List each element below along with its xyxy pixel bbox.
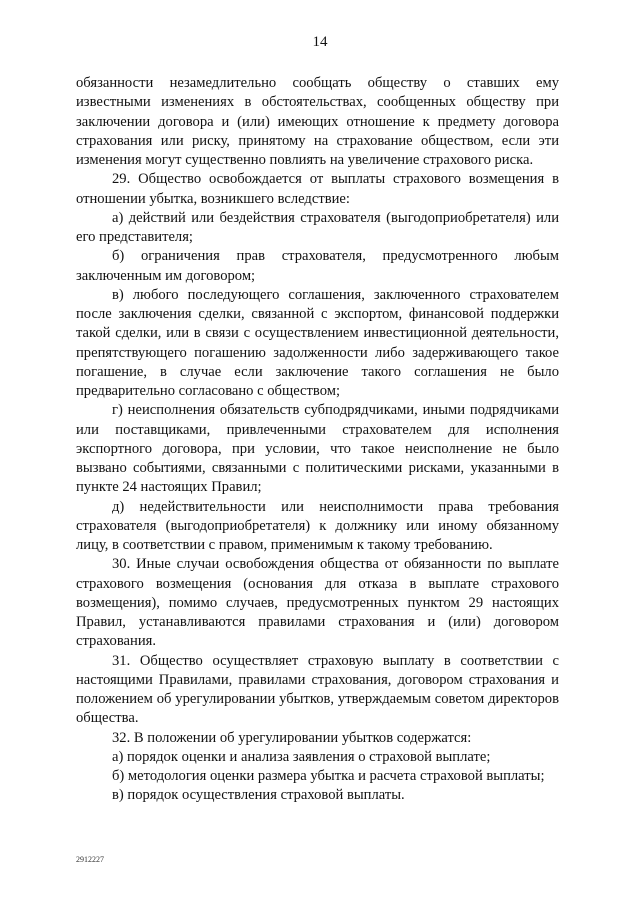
paragraph-continuation: обязанности незамедлительно сообщать обществу о ставших ему известными изменениях в обстоятельствах, сообщенных обществу при заключении договора и (или) имеющих отношение к предмету договора страхования или риску, принятому на страхование обществом, если эти изменения могут существенно повлиять на увеличение страхового риска. (76, 75, 559, 168)
paragraph-29-v: в) любого последующего соглашения, заключенного страхователем после заключения сделки, связанной с экспортом, финансовой поддержки такой сделки, или в связи с осуществлением инвестиционной деятельности, препятствующего погашению задолженности либо задерживающего такое погашение, в случае если заключение такого соглашения не было предварительно согласовано с обществом; (76, 286, 559, 399)
paragraph-29-d: д) недействительности или неисполнимости права требования страхователя (выгодоприобретателя) к должнику или иному обязанному лицу, в соответствии с правом, применимым к такому требованию. (76, 498, 559, 553)
page-number: 14 (312, 34, 328, 50)
document-body (76, 74, 559, 806)
paragraph-32-v: в) порядок осуществления страховой выплаты. (112, 787, 405, 804)
paragraph-32-a: а) порядок оценки и анализа заявления о страховой выплате; (112, 748, 491, 765)
document-code: 2912227 (76, 855, 104, 864)
paragraph-29-a: а) действий или бездействия страхователя (выгодоприобретателя) или его представителя; (76, 209, 559, 245)
paragraph-29-b: б) ограничения прав страхователя, предусмотренного любым заключенным им договором; (76, 248, 559, 284)
paragraph-32: 32. В положении об урегулировании убытков содержатся: (112, 729, 472, 746)
paragraph-29-g: г) неисполнения обязательств субподрядчиками, иными подрядчиками или поставщиками, привлеченными страхователем для исполнения экспортного договора, при условии, что такое неисполнение не было вызвано событиями, связанными с политическими рисками, указанными в пункте 24 настоящих Правил; (76, 402, 559, 496)
paragraph-30: 30. Иные случаи освобождения общества от обязанности по выплате страхового возмещения (основания для отказа в выплате страхового возмещения), помимо случаев, предусмотренных пунктом 29 настоящих Правил, устанавливаются правилами страхования и (или) договором страхования. (76, 556, 559, 650)
paragraph-29: 29. Общество освобождается от выплаты страхового возмещения в отношении убытка, возникшего вследствие: (76, 171, 559, 207)
paragraph-32-b: б) методология оценки размера убытка и расчета страховой выплаты; (112, 768, 545, 784)
paragraph-31: 31. Общество осуществляет страховую выплату в соответствии с настоящими Правилами, правилами страхования, договором страхования и положением об урегулировании убытков, утверждаемым советом директоров общества. (76, 652, 559, 727)
